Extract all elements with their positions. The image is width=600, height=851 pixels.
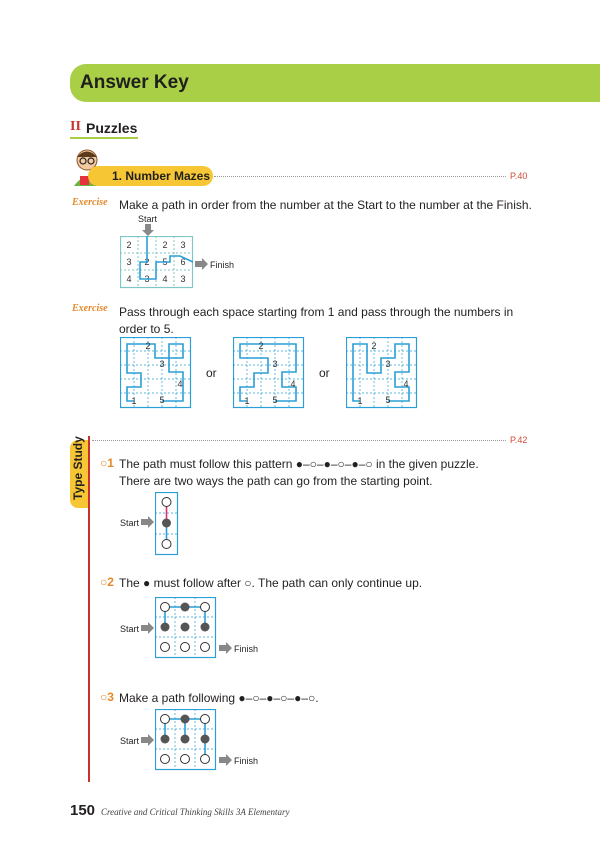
exercise-2-maze-c xyxy=(346,337,418,409)
type-study-label: Type Study xyxy=(71,436,85,500)
section-title: Puzzles xyxy=(86,120,138,136)
finish-arrow-icon xyxy=(219,642,233,654)
exercise-2-maze-a xyxy=(120,337,192,409)
question-1-num: 1 xyxy=(107,456,114,470)
question-2-finish-label: Finish xyxy=(234,644,259,654)
start-arrow-icon xyxy=(141,622,155,634)
maze-label: 5 xyxy=(385,395,391,405)
or-label-1: or xyxy=(206,366,217,380)
page-title: Answer Key xyxy=(80,72,189,93)
maze-cell: 2 xyxy=(126,240,132,250)
section-number: II xyxy=(70,119,81,134)
topic-title: 1. Number Mazes xyxy=(112,169,211,183)
maze-cell: 3 xyxy=(126,257,132,267)
exercise-2-maze-b xyxy=(233,337,305,409)
question-2-num: 2 xyxy=(107,575,114,589)
maze-label: 4 xyxy=(177,379,183,389)
type-study-page-ref: P.42 xyxy=(510,435,528,445)
start-arrow-icon xyxy=(141,734,155,746)
finish-arrow-icon xyxy=(195,258,209,270)
maze-label: 3 xyxy=(385,359,391,369)
maze-cell: 4 xyxy=(126,274,132,284)
maze-label: 3 xyxy=(159,359,165,369)
exercise-2-text: Pass through each space starting from 1 and pass through the numbers in order to 5. xyxy=(119,305,514,336)
maze-cell: 4 xyxy=(162,274,168,284)
question-2-puzzle xyxy=(155,597,217,659)
maze-label: 5 xyxy=(159,395,165,405)
maze-label: 3 xyxy=(272,359,278,369)
question-3-finish-label: Finish xyxy=(234,756,259,766)
book-title: Creative and Critical Thinking Skills 3A Elementary xyxy=(101,807,290,817)
maze-cell: 5 xyxy=(162,257,168,267)
question-3-number: ○3 xyxy=(100,690,114,704)
question-3-text: Make a path following ●–○–●–○–●–○. xyxy=(119,691,319,705)
question-1-text-2: There are two ways the path can go from the starting point. xyxy=(119,474,433,488)
type-study-bar xyxy=(88,436,90,782)
question-2-text: The ● must follow after ○. The path can only continue up. xyxy=(119,576,423,590)
exercise-badge-1: Exercise xyxy=(72,197,108,208)
question-3-start-label: Start xyxy=(120,736,140,746)
question-1-number: ○1 xyxy=(100,456,114,470)
maze-label: 2 xyxy=(258,341,264,351)
page-number: 150 xyxy=(70,802,96,819)
maze-label: 4 xyxy=(290,379,296,389)
finish-arrow-icon xyxy=(219,754,233,766)
maze-cell: 3 xyxy=(180,274,186,284)
exercise-1-maze xyxy=(120,236,196,290)
maze-label: 1 xyxy=(131,396,137,406)
maze-cell: 3 xyxy=(144,274,150,284)
exercise-1-finish-label: Finish xyxy=(210,260,235,270)
maze-label: 2 xyxy=(145,341,151,351)
question-1-puzzle xyxy=(155,492,179,556)
exercise-1-start-label: Start xyxy=(138,214,158,224)
topic-dotline xyxy=(214,176,506,177)
question-2-number: ○2 xyxy=(100,575,114,589)
topic-page-ref: P.40 xyxy=(510,171,528,181)
exercise-badge-2: Exercise xyxy=(72,303,108,314)
maze-cell: 2 xyxy=(162,240,168,250)
section-underline xyxy=(70,137,138,139)
question-3-num: 3 xyxy=(107,690,114,704)
maze-label: 1 xyxy=(357,396,363,406)
exercise-1-text: Make a path in order from the number at the Start to the number at the Finish. xyxy=(119,198,532,212)
maze-label: 1 xyxy=(244,396,250,406)
or-label-2: or xyxy=(319,366,330,380)
maze-cell: 3 xyxy=(180,240,186,250)
question-3-puzzle xyxy=(155,709,217,771)
question-1-start-label: Start xyxy=(120,518,140,528)
question-1-text: The path must follow this pattern ●–○–●–○–●–○ in the given puzzle. xyxy=(119,457,479,471)
maze-cell: 2 xyxy=(144,257,150,267)
maze-label: 4 xyxy=(403,379,409,389)
maze-label: 5 xyxy=(272,395,278,405)
start-arrow-icon xyxy=(141,516,155,528)
maze-label: 2 xyxy=(371,341,377,351)
maze-cell: 6 xyxy=(180,257,186,267)
question-2-start-label: Start xyxy=(120,624,140,634)
type-study-dotline xyxy=(92,440,506,441)
